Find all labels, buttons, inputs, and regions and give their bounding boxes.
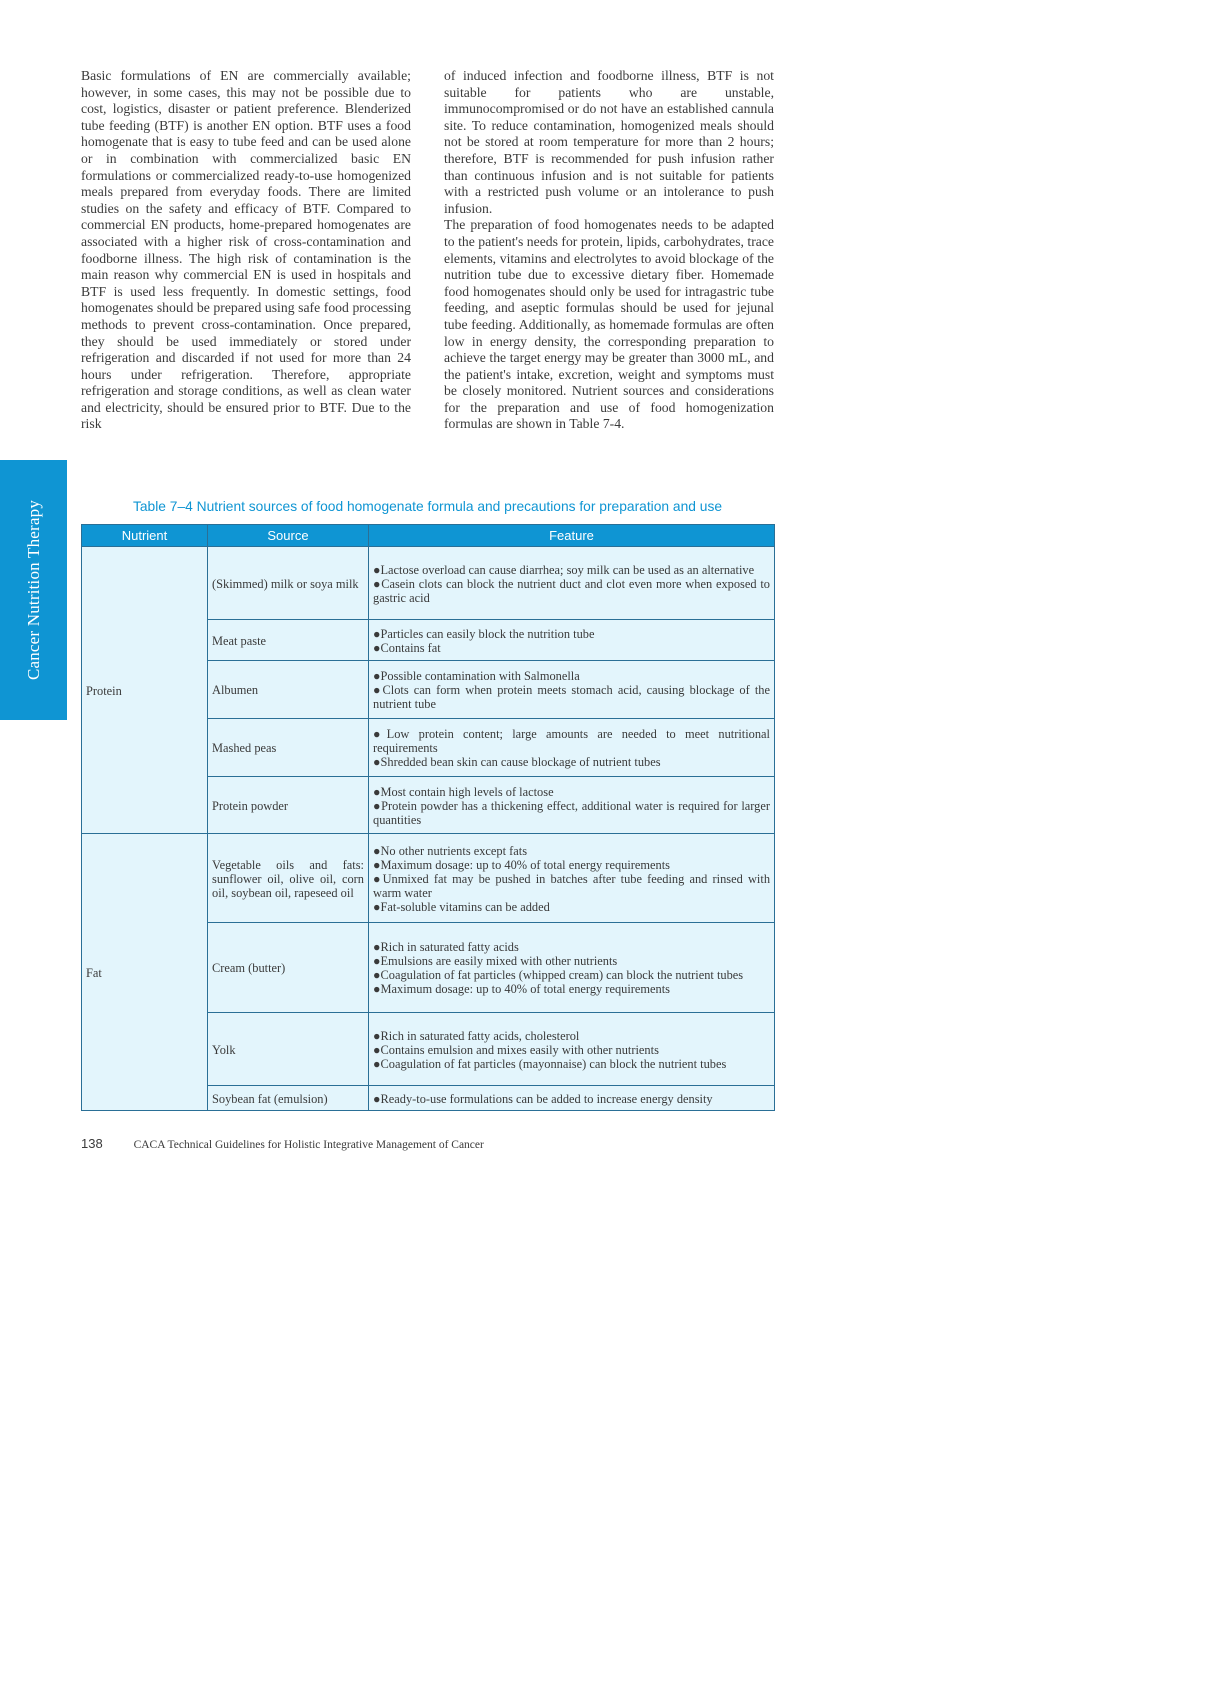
feature-text: Ready-to-use formulations can be added to increase energy density — [380, 1091, 713, 1106]
nutrient-cell: Fat — [82, 834, 208, 1111]
bullet-icon: ● — [373, 982, 381, 996]
feature-text: Low protein content; large amounts are needed to meet nutritional requirements — [373, 727, 770, 755]
page-number: 138 — [81, 1136, 103, 1151]
table-row — [82, 834, 775, 923]
feature-item — [373, 669, 770, 683]
feature-item — [373, 858, 770, 872]
feature-item — [373, 563, 770, 577]
bullet-icon: ● — [373, 669, 381, 683]
table-row — [82, 547, 775, 620]
feature-text: Particles can easily block the nutrition tube — [380, 626, 595, 641]
source-cell: Soybean fat (emulsion) — [208, 1086, 369, 1111]
bullet-icon: ● — [373, 843, 381, 858]
side-section-tab — [0, 460, 67, 720]
feature-item — [373, 900, 770, 914]
bullet-icon: ● — [373, 1042, 381, 1057]
feature-text: Maximum dosage: up to 40% of total energy requirements — [380, 857, 670, 872]
feature-item — [373, 954, 770, 968]
source-cell: Albumen — [208, 661, 369, 719]
feature-text: Most contain high levels of lactose — [380, 784, 554, 799]
source-cell: (Skimmed) milk or soya milk — [208, 547, 369, 620]
feature-item — [373, 785, 770, 799]
source-cell: Cream (butter) — [208, 923, 369, 1013]
feature-text: Clots can form when protein meets stomach acid, causing blockage of the nutrient tube — [373, 683, 771, 711]
side-tab-label: Cancer Nutrition Therapy — [23, 499, 43, 681]
feature-text: Protein powder has a thickening effect, additional water is required for larger quantities — [373, 798, 771, 827]
feature-text: Rich in saturated fatty acids, cholesterol — [380, 1028, 580, 1043]
feature-item — [373, 641, 770, 655]
header-nutrient: Nutrient — [82, 525, 208, 547]
source-cell: Meat paste — [208, 620, 369, 661]
feature-item — [373, 968, 770, 982]
feature-cell — [369, 1013, 775, 1086]
table-body — [82, 547, 775, 1111]
bullet-icon: ● — [373, 857, 381, 872]
feature-text: Contains fat — [380, 640, 441, 655]
bullet-icon: ● — [373, 683, 383, 697]
source-cell: Mashed peas — [208, 719, 369, 777]
right-column — [444, 68, 774, 433]
feature-item — [373, 940, 770, 954]
feature-text: No other nutrients except fats — [380, 843, 528, 858]
table-header-row — [82, 525, 775, 547]
feature-cell — [369, 547, 775, 620]
feature-item — [373, 844, 770, 858]
feature-cell — [369, 923, 775, 1013]
bullet-icon: ● — [373, 576, 382, 591]
feature-item — [373, 627, 770, 641]
feature-item — [373, 1057, 770, 1071]
source-cell: Vegetable oils and fats: sunflower oil, olive oil, corn oil, soybean oil, rapeseed oil — [208, 834, 369, 923]
bullet-icon: ● — [373, 940, 381, 954]
feature-text: Rich in saturated fatty acids — [380, 940, 519, 954]
bullet-icon: ● — [373, 871, 383, 886]
table-caption: Table 7–4 Nutrient sources of food homogenate formula and precautions for preparation and use — [132, 499, 723, 514]
feature-item — [373, 872, 770, 900]
feature-item — [373, 727, 770, 755]
feature-cell — [369, 777, 775, 834]
feature-cell — [369, 1086, 775, 1111]
feature-text: Casein clots can block the nutrient duct and clot even more when exposed to gastric acid — [373, 576, 770, 605]
feature-item — [373, 1043, 770, 1057]
left-paragraph: Basic formulations of EN are commercially available; however, in some cases, this may not be possible due to cost, logistics, disaster or patient preference. Blenderized tube feeding (BTF) is another EN option. BTF uses a food homogenate that is easy to tube feed and can be used alone or in combination with commercialized basic EN formulations or commercialized ready-to-use homogenized meals prepared from everyday foods. There are limited studies on the safety and efficacy of BTF. Compared to commercial EN products, home-prepared homogenates are associated with a higher risk of cross-contamination and foodborne illness. The high risk of contamination is the main reason why commercial EN is used in hospitals and BTF is used less frequently. In domestic settings, food homogenates should be prepared using safe food processing methods to prevent cross-contamination. Once prepared, they should be used immediately or stored under refrigeration and discarded if not used for more than 24 hours under refrigeration. Therefore, appropriate refrigeration and storage conditions, as well as clean water and electricity, should be ensured prior to BTF. Due to the risk — [81, 68, 411, 432]
feature-text: Contains emulsion and mixes easily with other nutrients — [380, 1042, 659, 1057]
bullet-icon: ● — [373, 798, 382, 813]
bullet-icon: ● — [373, 640, 381, 655]
feature-text: Coagulation of fat particles (mayonnaise) can block the nutrient tubes — [380, 1056, 727, 1071]
feature-text: Emulsions are easily mixed with other nutrients — [380, 954, 618, 968]
bullet-icon: ● — [373, 755, 381, 769]
bullet-icon: ● — [373, 1056, 381, 1071]
header-source: Source — [208, 525, 369, 547]
feature-text: Fat-soluble vitamins can be added — [380, 899, 550, 914]
source-cell: Protein powder — [208, 777, 369, 834]
feature-text: Shredded bean skin can cause blockage of nutrient tubes — [380, 755, 661, 769]
bullet-icon: ● — [373, 784, 381, 799]
bullet-icon: ● — [373, 626, 381, 641]
feature-text: Possible contamination with Salmonella — [380, 669, 580, 683]
bullet-icon: ● — [373, 727, 387, 741]
bullet-icon: ● — [373, 1091, 381, 1106]
nutrient-cell: Protein — [82, 547, 208, 834]
header-feature: Feature — [369, 525, 775, 547]
bullet-icon: ● — [373, 562, 381, 577]
bullet-icon: ● — [373, 968, 381, 982]
footer-title: CACA Technical Guidelines for Holistic Integrative Management of Cancer — [133, 1139, 484, 1151]
nutrient-table — [81, 524, 775, 1111]
left-column — [81, 68, 411, 433]
source-cell: Yolk — [208, 1013, 369, 1086]
feature-cell — [369, 834, 775, 923]
feature-text: Lactose overload can cause diarrhea; soy milk can be used as an alternative — [380, 562, 755, 577]
feature-item — [373, 755, 770, 769]
feature-item — [373, 577, 770, 605]
body-text-columns — [81, 68, 774, 433]
feature-cell — [369, 661, 775, 719]
right-paragraph-2: The preparation of food homogenates needs to be adapted to the patient's needs for protein, lipids, carbohydrates, trace elements, vitamins and electrolytes to avoid blockage of the nutrition tube due to excessive dietary fiber. Homemade food homogenates should only be used for intragastric tube feeding, and aseptic formulas should be used for jejunal tube feeding. Additionally, as homemade formulas are often low in energy density, the corresponding preparation to achieve the target energy may be greater than 3000 mL, and the patient's intake, excretion, weight and symptoms must be closely monitored. Nutrient sources and considerations for the preparation and use of food homogenization formulas are shown in Table 7-4. — [444, 217, 774, 432]
feature-cell — [369, 719, 775, 777]
feature-item — [373, 683, 770, 711]
right-paragraph-1: of induced infection and foodborne illness, BTF is not suitable for patients who are unstable, immunocompromised or do not have an established cannula site. To reduce contamination, homogenized meals should not be stored at room temperature for more than 2 hours; therefore, BTF is recommended for push infusion rather than continuous infusion and is not suitable for patients with a restricted push volume or an intolerance to push infusion. — [444, 68, 774, 216]
feature-item — [373, 982, 770, 996]
feature-text: Coagulation of fat particles (whipped cream) can block the nutrient tubes — [380, 968, 744, 982]
bullet-icon: ● — [373, 954, 381, 968]
feature-text: Unmixed fat may be pushed in batches after tube feeding and rinsed with warm water — [373, 871, 771, 900]
bullet-icon: ● — [373, 1028, 381, 1043]
feature-item — [373, 799, 770, 827]
feature-item — [373, 1092, 770, 1106]
feature-cell — [369, 620, 775, 661]
bullet-icon: ● — [373, 899, 381, 914]
page-footer — [81, 1136, 484, 1151]
feature-text: Maximum dosage: up to 40% of total energy requirements — [380, 982, 670, 996]
feature-item — [373, 1029, 770, 1043]
